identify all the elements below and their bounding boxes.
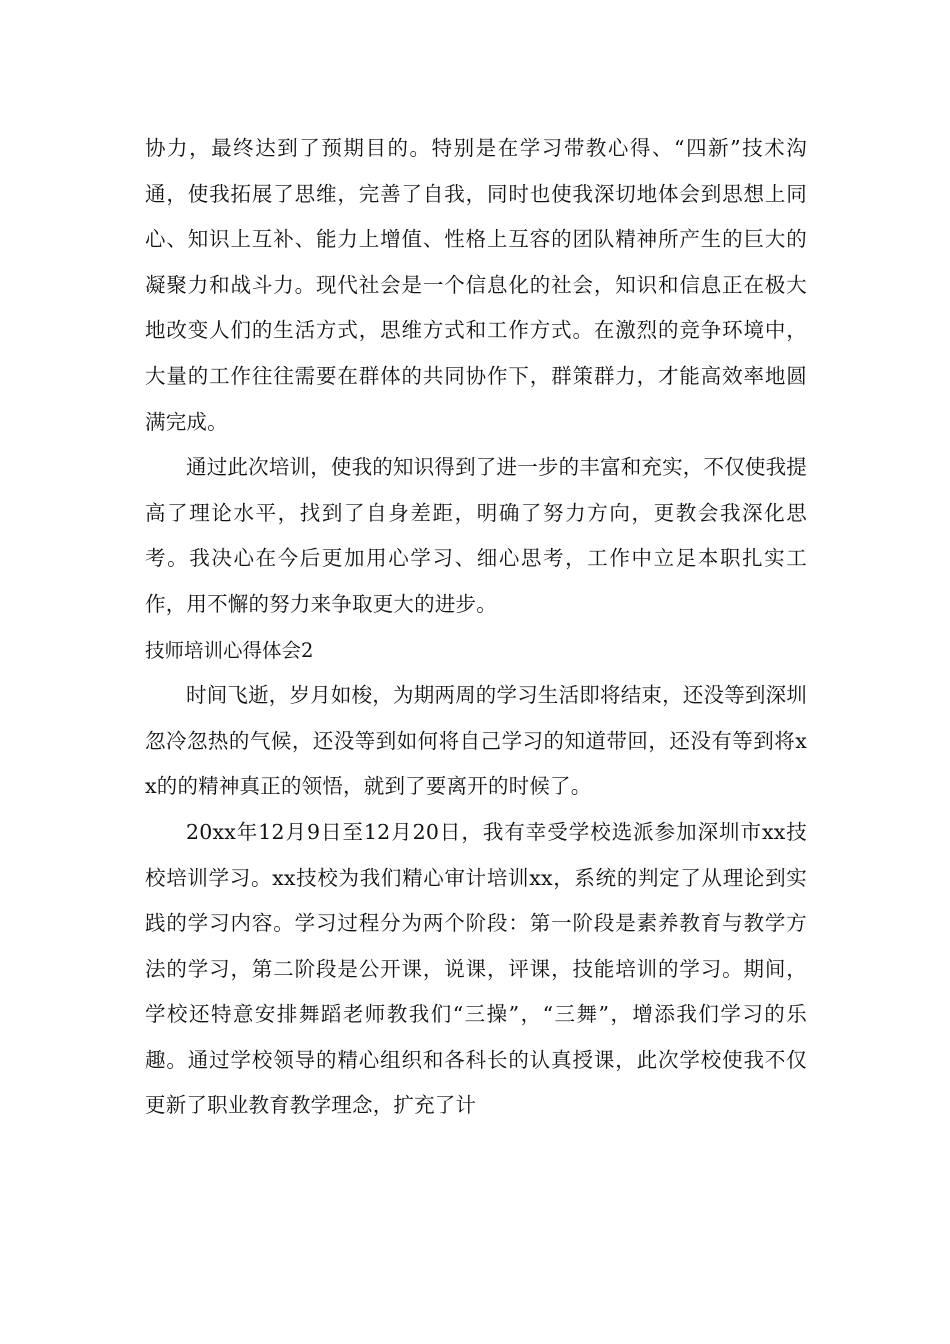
paragraph-continuation: 协力，最终达到了预期目的。特别是在学习带教心得、“四新”技术沟通，使我拓展了思维，完善了自我，同时也使我深切地体会到思想上同心、知识上互补、能力上增值、性格上互容的团队精神所产生的巨大的凝聚力和战斗力。现代社会是一个信息化的社会，知识和信息正在极大地改变人们的生活方式，思维方式和工作方式。在激烈的竞争环境中，大量的工作往往需要在群体的共同协作下，群策群力，才能高效率地圆满完成。 bbox=[145, 136, 807, 434]
document-page bbox=[145, 126, 807, 1129]
paragraph-time-flies: 时间飞逝，岁月如梭，为期两周的学习生活即将结束，还没等到深圳忽冷忽热的气候，还没等到如何将自己学习的知道带回，还没有等到将xx的的精神真正的领悟，就到了要离开的时候了。 bbox=[145, 683, 807, 799]
paragraph-training-summary: 通过此次培训，使我的知识得到了进一步的丰富和充实，不仅使我提高了理论水平，找到了自身差距，明确了努力方向，更教会我深化思考。我决心在今后更加用心学习、细心思考，工作中立足本职扎实工作，用不懈的努力来争取更大的进步。 bbox=[145, 455, 807, 616]
section-heading: 技师培训心得体会2 bbox=[145, 638, 314, 662]
paragraph-training-details: 20xx年12月9日至12月20日，我有幸受学校选派参加深圳市xx技校培训学习。xx技校为我们精心审计培训xx，系统的判定了从理论到实践的学习内容。学习过程分为两个阶段：第一阶段是素养教育与教学方法的学习，第二阶段是公开课，说课，评课，技能培训的学习。期间，学校还特意安排舞蹈老师教我们“三操”，“三舞”，增添我们学习的乐趣。通过学校领导的精心组织和各科长的认真授课，此次学校使我不仅更新了职业教育教学理念，扩充了计 bbox=[145, 819, 807, 1118]
